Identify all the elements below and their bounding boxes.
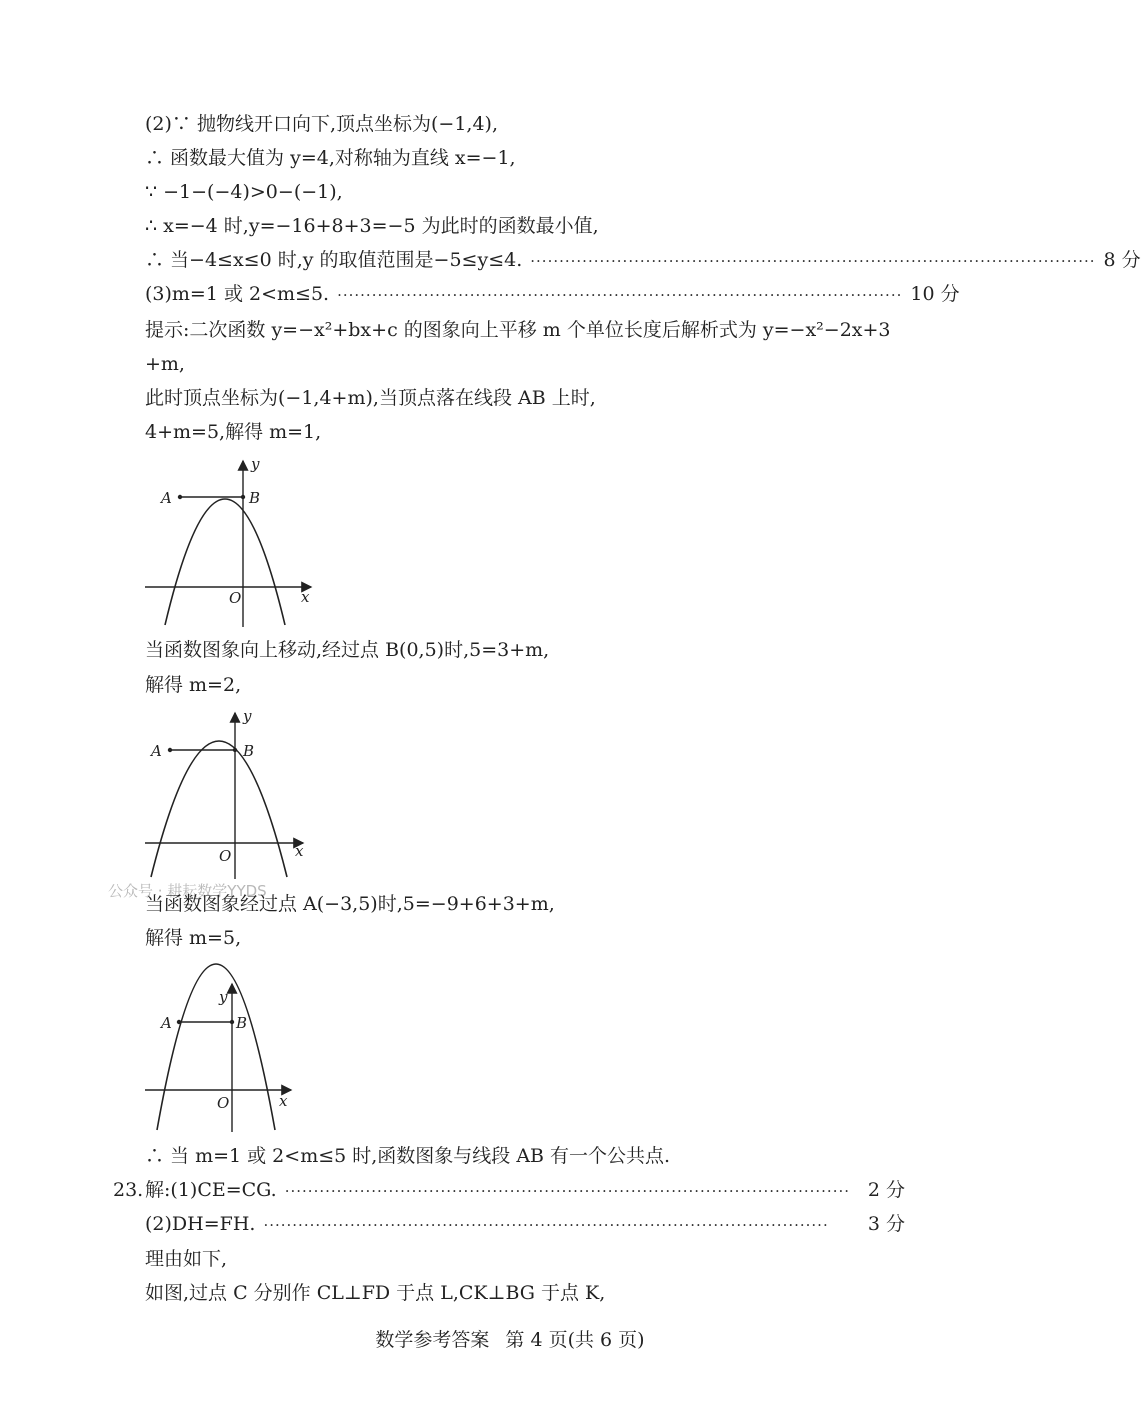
answer-line-19: 如图,过点 C 分别作 CL⊥FD 于点 L,CK⊥BG 于点 K,	[145, 1282, 606, 1304]
answer-text: ∴ 当−4≤x≤0 时,y 的取值范围是−5≤y≤4.	[145, 249, 523, 271]
score-label: 2 分	[867, 1179, 905, 1201]
x-axis-label: x	[301, 588, 310, 606]
score-label: 8 分	[1103, 249, 1141, 271]
answer-line-17	[145, 1212, 905, 1237]
answer-line-4: ∴ x=−4 时,y=−16+8+3=−5 为此时的函数最小值,	[145, 215, 599, 237]
leader-dots: ··································································································	[530, 252, 1096, 270]
leader-dots: ··································································································	[284, 1182, 851, 1200]
y-axis-label: y	[243, 707, 252, 725]
hint-line: 提示:二次函数 y=−x²+bx+c 的图象向上平移 m 个单位长度后解析式为 y=−x²−2x+3	[145, 319, 891, 341]
leader-dots: ··································································································	[337, 286, 903, 304]
answer-line-18: 理由如下,	[145, 1248, 228, 1270]
answer-text: (3)m=1 或 2<m≤5.	[145, 283, 330, 305]
point-label-b: B	[249, 489, 261, 507]
answer-line-3: ∵ −1−(−4)>0−(−1),	[145, 181, 343, 203]
answer-line-1: (2)∵ 抛物线开口向下,顶点坐标为(−1,4),	[145, 113, 498, 135]
point-label-a: A	[151, 742, 162, 760]
question-number-23: 23.	[113, 1179, 144, 1201]
x-axis-label: x	[279, 1092, 288, 1110]
page-footer	[0, 1325, 1020, 1352]
parabola-figure-2	[143, 707, 323, 887]
answer-line-13: 当函数图象经过点 A(−3,5)时,5=−9+6+3+m,	[145, 893, 555, 915]
hint-line-continued: +m,	[145, 353, 185, 375]
answer-line-9: 此时顶点坐标为(−1,4+m),当顶点落在线段 AB 上时,	[145, 387, 596, 409]
answer-line-5	[145, 248, 1141, 273]
point-label-a: A	[161, 1014, 172, 1032]
answer-line-12: 解得 m=2,	[145, 674, 242, 696]
y-axis-label: y	[219, 988, 228, 1006]
score-label: 10 分	[910, 283, 960, 305]
origin-label: O	[217, 1094, 230, 1112]
origin-label: O	[219, 847, 232, 865]
answer-line-14: 解得 m=5,	[145, 927, 242, 949]
answer-line-2: ∴ 函数最大值为 y=4,对称轴为直线 x=−1,	[145, 147, 516, 169]
parabola-figure-1	[143, 455, 323, 635]
document-title: 数学参考答案	[375, 1329, 490, 1351]
answer-text: 解:(1)CE=CG.	[145, 1179, 277, 1201]
parabola-figure-3	[143, 960, 323, 1140]
answer-text: (2)DH=FH.	[145, 1213, 256, 1235]
page-number: 第 4 页(共 6 页)	[505, 1329, 645, 1351]
point-label-b: B	[236, 1014, 248, 1032]
point-label-b: B	[243, 742, 255, 760]
answer-line-11: 当函数图象向上移动,经过点 B(0,5)时,5=3+m,	[145, 639, 550, 661]
y-axis-label: y	[251, 455, 260, 473]
conclusion-line: ∴ 当 m=1 或 2<m≤5 时,函数图象与线段 AB 有一个公共点.	[145, 1145, 671, 1167]
point-label-a: A	[161, 489, 172, 507]
origin-label: O	[229, 589, 242, 607]
answer-line-6	[145, 282, 960, 307]
answer-line-10: 4+m=5,解得 m=1,	[145, 421, 322, 443]
leader-dots: ··································································································	[263, 1216, 829, 1234]
watermark: 公众号 · 耕耘数学YYDS	[108, 882, 267, 900]
score-label: 3 分	[867, 1213, 905, 1235]
x-axis-label: x	[295, 842, 304, 860]
answer-line-16	[145, 1178, 905, 1203]
